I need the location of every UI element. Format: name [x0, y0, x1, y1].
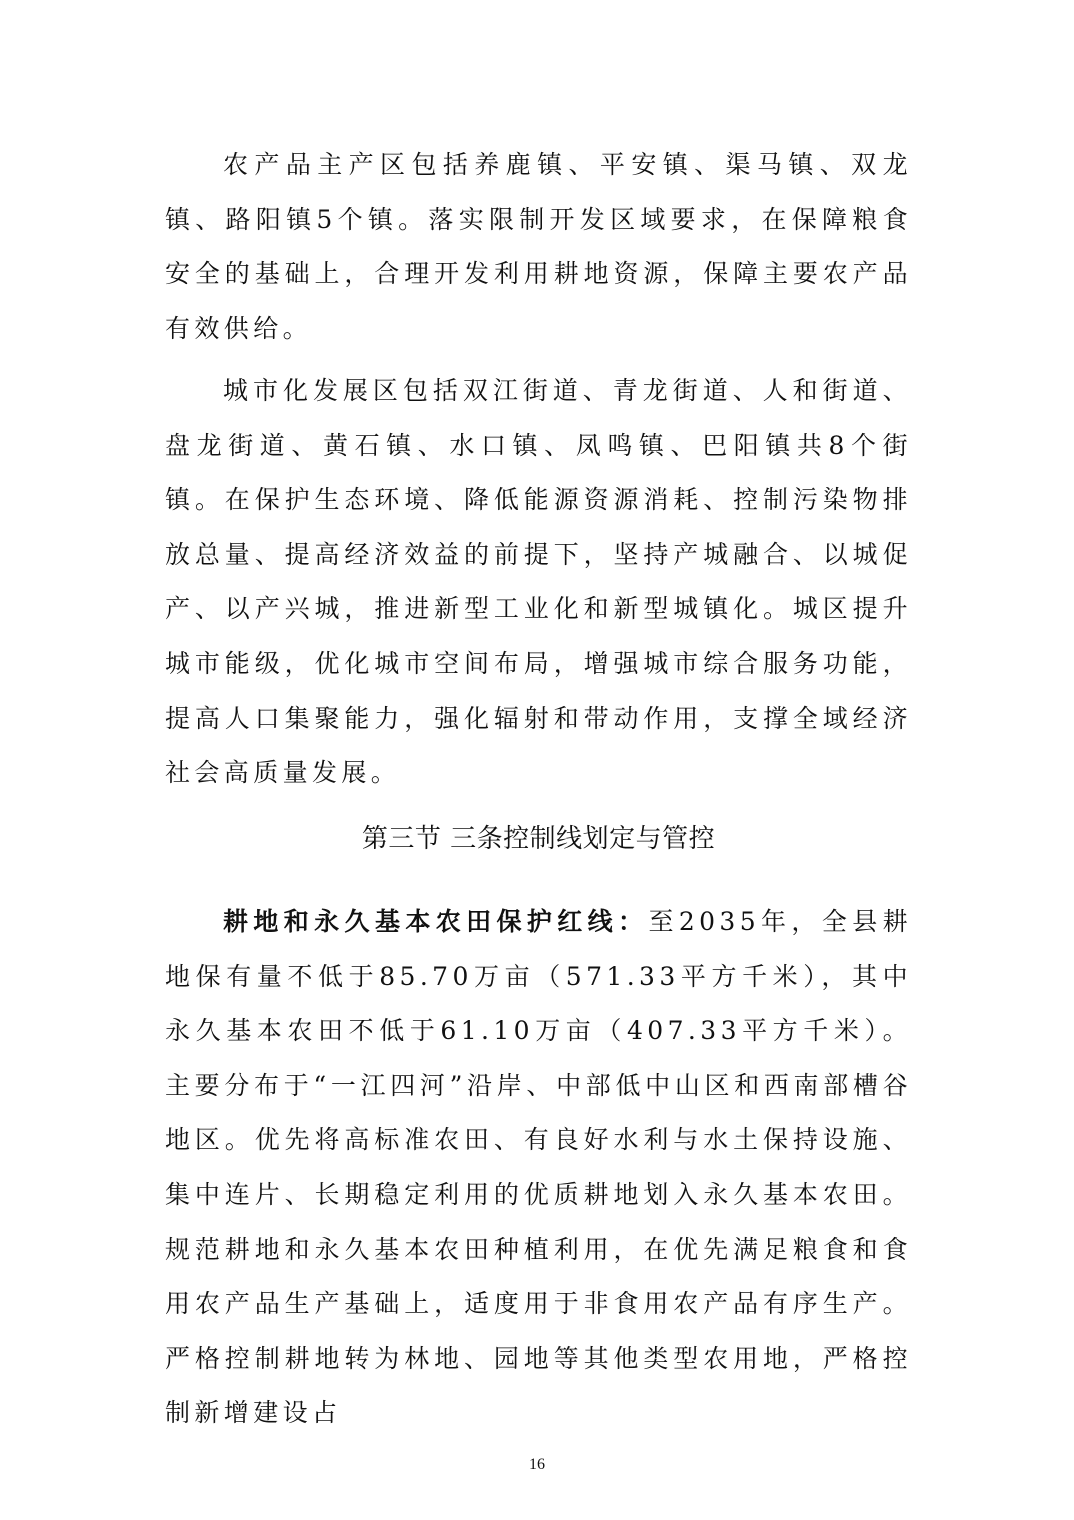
paragraph-body: 至2035年，全县耕地保有量不低于85.70万亩（571.33平方千米），其中永久基本农田不低于61.10万亩（407.33平方千米）。主要分布于“一江四河”沿岸、中部低中山区和西南部槽谷地区。优先将高标准农田、有良好水利与水土保持设施、集中连片、长期稳定利用的优质耕地划入永久基本农田。规范耕地和永久基本农田种植利用，在优先满足粮食和食用农产品生产基础上，适度用于非食用农产品有序生产。严格控制耕地转为林地、园地等其他类型农用地，严格控制新增建设占 [165, 907, 912, 1428]
paragraph-farmland-redline [165, 895, 912, 1441]
paragraph-lead-term: 耕地和永久基本农田保护红线： [223, 907, 649, 936]
paragraph-agricultural-zone: 农产品主产区包括养鹿镇、平安镇、渠马镇、双龙镇、路阳镇5个镇。落实限制开发区域要求，在保障粮食安全的基础上，合理开发利用耕地资源，保障主要农产品有效供给。 [165, 150, 912, 343]
page-number: 16 [529, 1456, 545, 1473]
paragraph-urbanization-zone: 城市化发展区包括双江街道、青龙街道、人和街道、盘龙街道、黄石镇、水口镇、凤鸣镇、巴阳镇共8个街镇。在保护生态环境、降低能源资源消耗、控制污染物排放总量、提高经济效益的前提下，坚持产城融合、以城促产、以产兴城，推进新型工业化和新型城镇化。城区提升城市能级，优化城市空间布局，增强城市综合服务功能，提高人口集聚能力，强化辐射和带动作用，支撑全域经济社会高质量发展。 [165, 376, 912, 788]
section-heading: 第三节 三条控制线划定与管控 [361, 824, 716, 854]
